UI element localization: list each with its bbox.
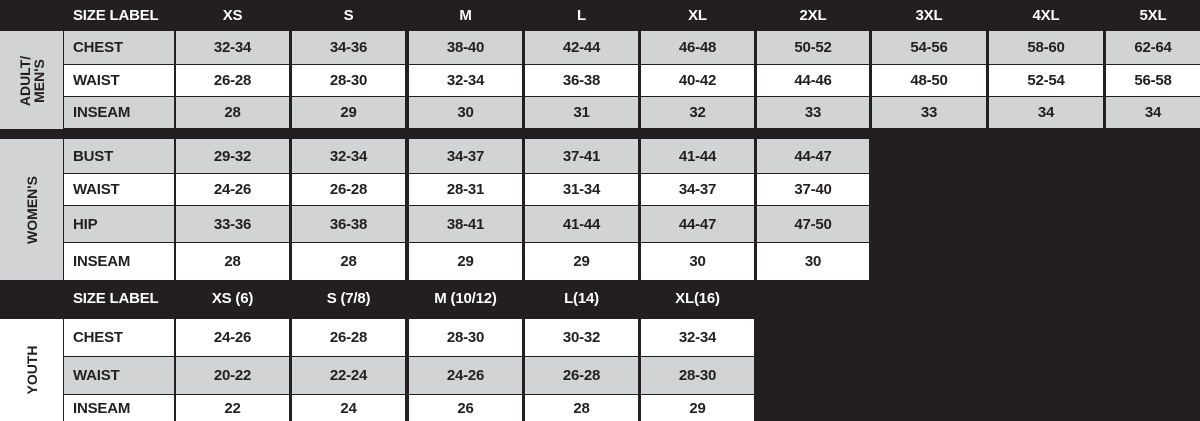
adult-size-header: 3XL [872, 0, 986, 30]
womens-cell: 44-47 [757, 139, 869, 173]
youth-row-label-chest: CHEST [64, 319, 174, 356]
youth-label-text: YOUTH [23, 345, 40, 395]
womens-cell: 29 [409, 243, 522, 280]
youth-size-label-header: SIZE LABEL [64, 283, 174, 313]
youth-cell: 29 [641, 395, 754, 421]
adult-cell: 40-42 [641, 65, 754, 96]
womens-cell: 29 [525, 243, 638, 280]
youth-size-header: XS (6) [176, 283, 289, 313]
youth-cell: 24-26 [176, 319, 289, 356]
adult-cell: 32 [641, 97, 754, 128]
adult-cell: 28 [176, 97, 289, 128]
womens-cell: 37-41 [525, 139, 638, 173]
womens-cell: 30 [757, 243, 869, 280]
adult-label-line1: ADULT/ [16, 55, 33, 106]
womens-cell: 28 [292, 243, 405, 280]
womens-row-label-hip: HIP [64, 206, 174, 242]
youth-size-header: XL(16) [641, 283, 754, 313]
adult-row-label-chest: CHEST [64, 31, 174, 64]
youth-cell: 28-30 [409, 319, 522, 356]
adult-size-header: 4XL [989, 0, 1103, 30]
adult-label-line2: MEN'S [30, 58, 47, 103]
youth-row-label-inseam: INSEAM [64, 395, 174, 421]
adult-cell: 29 [292, 97, 405, 128]
adult-cell: 32-34 [409, 65, 522, 96]
womens-row-label-waist: WAIST [64, 174, 174, 205]
womens-cell: 26-28 [292, 174, 405, 205]
adult-cell: 34-36 [292, 31, 405, 64]
womens-cell: 28 [176, 243, 289, 280]
adult-cell: 62-64 [1106, 31, 1200, 64]
youth-cell: 20-22 [176, 357, 289, 394]
adult-size-header: 2XL [757, 0, 869, 30]
womens-section-label [0, 139, 63, 280]
adult-cell: 38-40 [409, 31, 522, 64]
youth-section-label [0, 319, 63, 421]
womens-label-text: WOMEN'S [23, 175, 40, 244]
womens-cell: 32-34 [292, 139, 405, 173]
womens-row-label-bust: BUST [64, 139, 174, 173]
womens-cell: 34-37 [641, 174, 754, 205]
adult-cell: 42-44 [525, 31, 638, 64]
youth-cell: 24 [292, 395, 405, 421]
adult-cell: 34 [989, 97, 1103, 128]
adult-cell: 26-28 [176, 65, 289, 96]
adult-size-label-header: SIZE LABEL [64, 0, 174, 30]
youth-cell: 26 [409, 395, 522, 421]
youth-size-header: S (7/8) [292, 283, 405, 313]
womens-cell: 34-37 [409, 139, 522, 173]
adult-cell: 54-56 [872, 31, 986, 64]
adult-cell: 28-30 [292, 65, 405, 96]
womens-cell: 38-41 [409, 206, 522, 242]
womens-cell: 36-38 [292, 206, 405, 242]
adult-cell: 30 [409, 97, 522, 128]
adult-cell: 33 [872, 97, 986, 128]
adult-cell: 36-38 [525, 65, 638, 96]
youth-cell: 22-24 [292, 357, 405, 394]
youth-cell: 28-30 [641, 357, 754, 394]
womens-cell: 41-44 [525, 206, 638, 242]
youth-cell: 28 [525, 395, 638, 421]
youth-cell: 30-32 [525, 319, 638, 356]
youth-row-label-waist: WAIST [64, 357, 174, 394]
adult-cell: 32-34 [176, 31, 289, 64]
youth-size-header: M (10/12) [409, 283, 522, 313]
youth-cell: 22 [176, 395, 289, 421]
womens-cell: 33-36 [176, 206, 289, 242]
adult-cell: 52-54 [989, 65, 1103, 96]
womens-cell: 44-47 [641, 206, 754, 242]
adult-section-label [0, 31, 63, 130]
adult-cell: 34 [1106, 97, 1200, 128]
adult-cell: 33 [757, 97, 869, 128]
section-divider [0, 129, 1200, 139]
youth-cell: 26-28 [525, 357, 638, 394]
adult-cell: 58-60 [989, 31, 1103, 64]
adult-row-label-inseam: INSEAM [64, 97, 174, 128]
womens-row-label-inseam: INSEAM [64, 243, 174, 280]
adult-size-header: XS [176, 0, 289, 30]
womens-cell: 28-31 [409, 174, 522, 205]
womens-cell: 30 [641, 243, 754, 280]
adult-cell: 50-52 [757, 31, 869, 64]
womens-cell: 29-32 [176, 139, 289, 173]
adult-size-header: M [409, 0, 522, 30]
adult-cell: 44-46 [757, 65, 869, 96]
adult-size-header: 5XL [1106, 0, 1200, 30]
youth-cell: 24-26 [409, 357, 522, 394]
womens-cell: 47-50 [757, 206, 869, 242]
adult-size-header: XL [641, 0, 754, 30]
adult-row-label-waist: WAIST [64, 65, 174, 96]
adult-cell: 56-58 [1106, 65, 1200, 96]
adult-size-header: L [525, 0, 638, 30]
youth-size-header: L(14) [525, 283, 638, 313]
youth-cell: 32-34 [641, 319, 754, 356]
womens-cell: 31-34 [525, 174, 638, 205]
womens-cell: 37-40 [757, 174, 869, 205]
womens-cell: 24-26 [176, 174, 289, 205]
youth-cell: 26-28 [292, 319, 405, 356]
adult-cell: 31 [525, 97, 638, 128]
adult-cell: 46-48 [641, 31, 754, 64]
adult-cell: 48-50 [872, 65, 986, 96]
adult-size-header: S [292, 0, 405, 30]
womens-cell: 41-44 [641, 139, 754, 173]
